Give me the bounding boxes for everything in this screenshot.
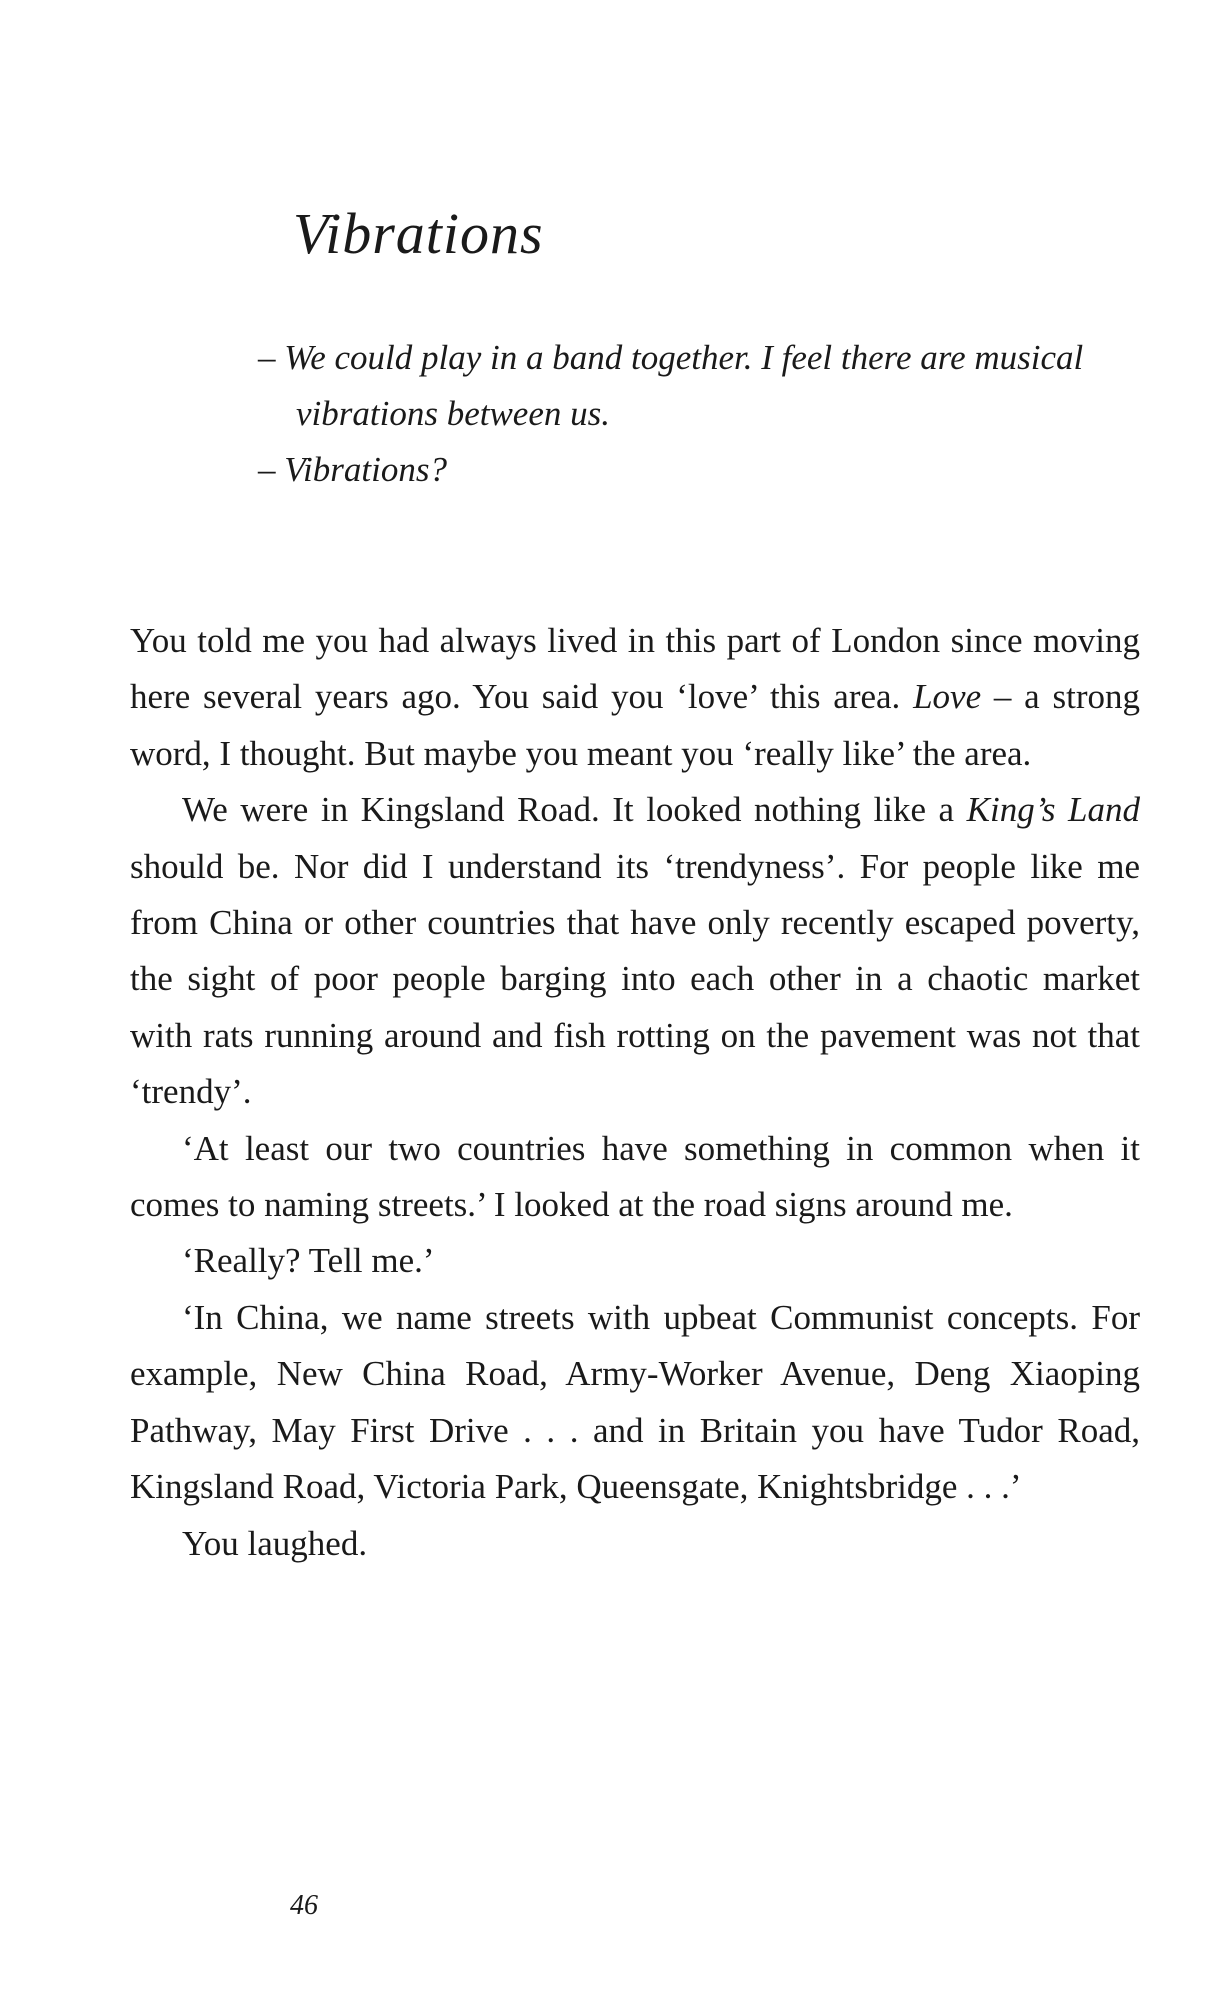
epigraph-line: – We could play in a band together. I feel there are musical vibrations between us. (258, 338, 1084, 433)
paragraph: ‘Really? Tell me.’ (182, 1241, 435, 1281)
paragraph: You laughed. (182, 1523, 368, 1563)
paragraph: ‘At least our two countries have something in common when it comes to naming streets.’ I looked at the road signs around me. (130, 1128, 1140, 1225)
emphasis: Love (913, 677, 982, 717)
epigraph-dialogue (258, 330, 1118, 498)
emphasis: King’s Land (966, 790, 1140, 830)
paragraph (130, 613, 1140, 782)
text-run: We were in Kingsland Road. It looked nothing like a (182, 790, 967, 830)
text-run: should be. Nor did I understand its ‘trendyness’. For people like me from China or other countries that have only recently escaped poverty, the sight of poor people barging into each other in a chaotic market with rats running around and fish rotting on the pavement was not that ‘trendy’. (130, 846, 1140, 1112)
epigraph-line: – Vibrations? (258, 450, 447, 489)
text-run: You told me you had always lived in this part of London since moving here several years ago. You said you ‘love’ this area. (130, 621, 1140, 717)
chapter-title: Vibrations (293, 201, 544, 266)
text-run: – a strong word, I thought. But maybe you meant you ‘really like’ the area. (130, 677, 1140, 773)
body-text (130, 613, 1140, 1572)
page-number: 46 (290, 1890, 318, 1921)
paragraph: ‘In China, we name streets with upbeat Communist concepts. For example, New China Road, Army-Worker Avenue, Deng Xiaoping Pathway, May First Drive . . . and in Britain you have Tudor Road, Kingsland Road, Victoria Park, Queensgate, Knightsbridge . . .’ (130, 1297, 1140, 1507)
paragraph (130, 782, 1140, 1120)
